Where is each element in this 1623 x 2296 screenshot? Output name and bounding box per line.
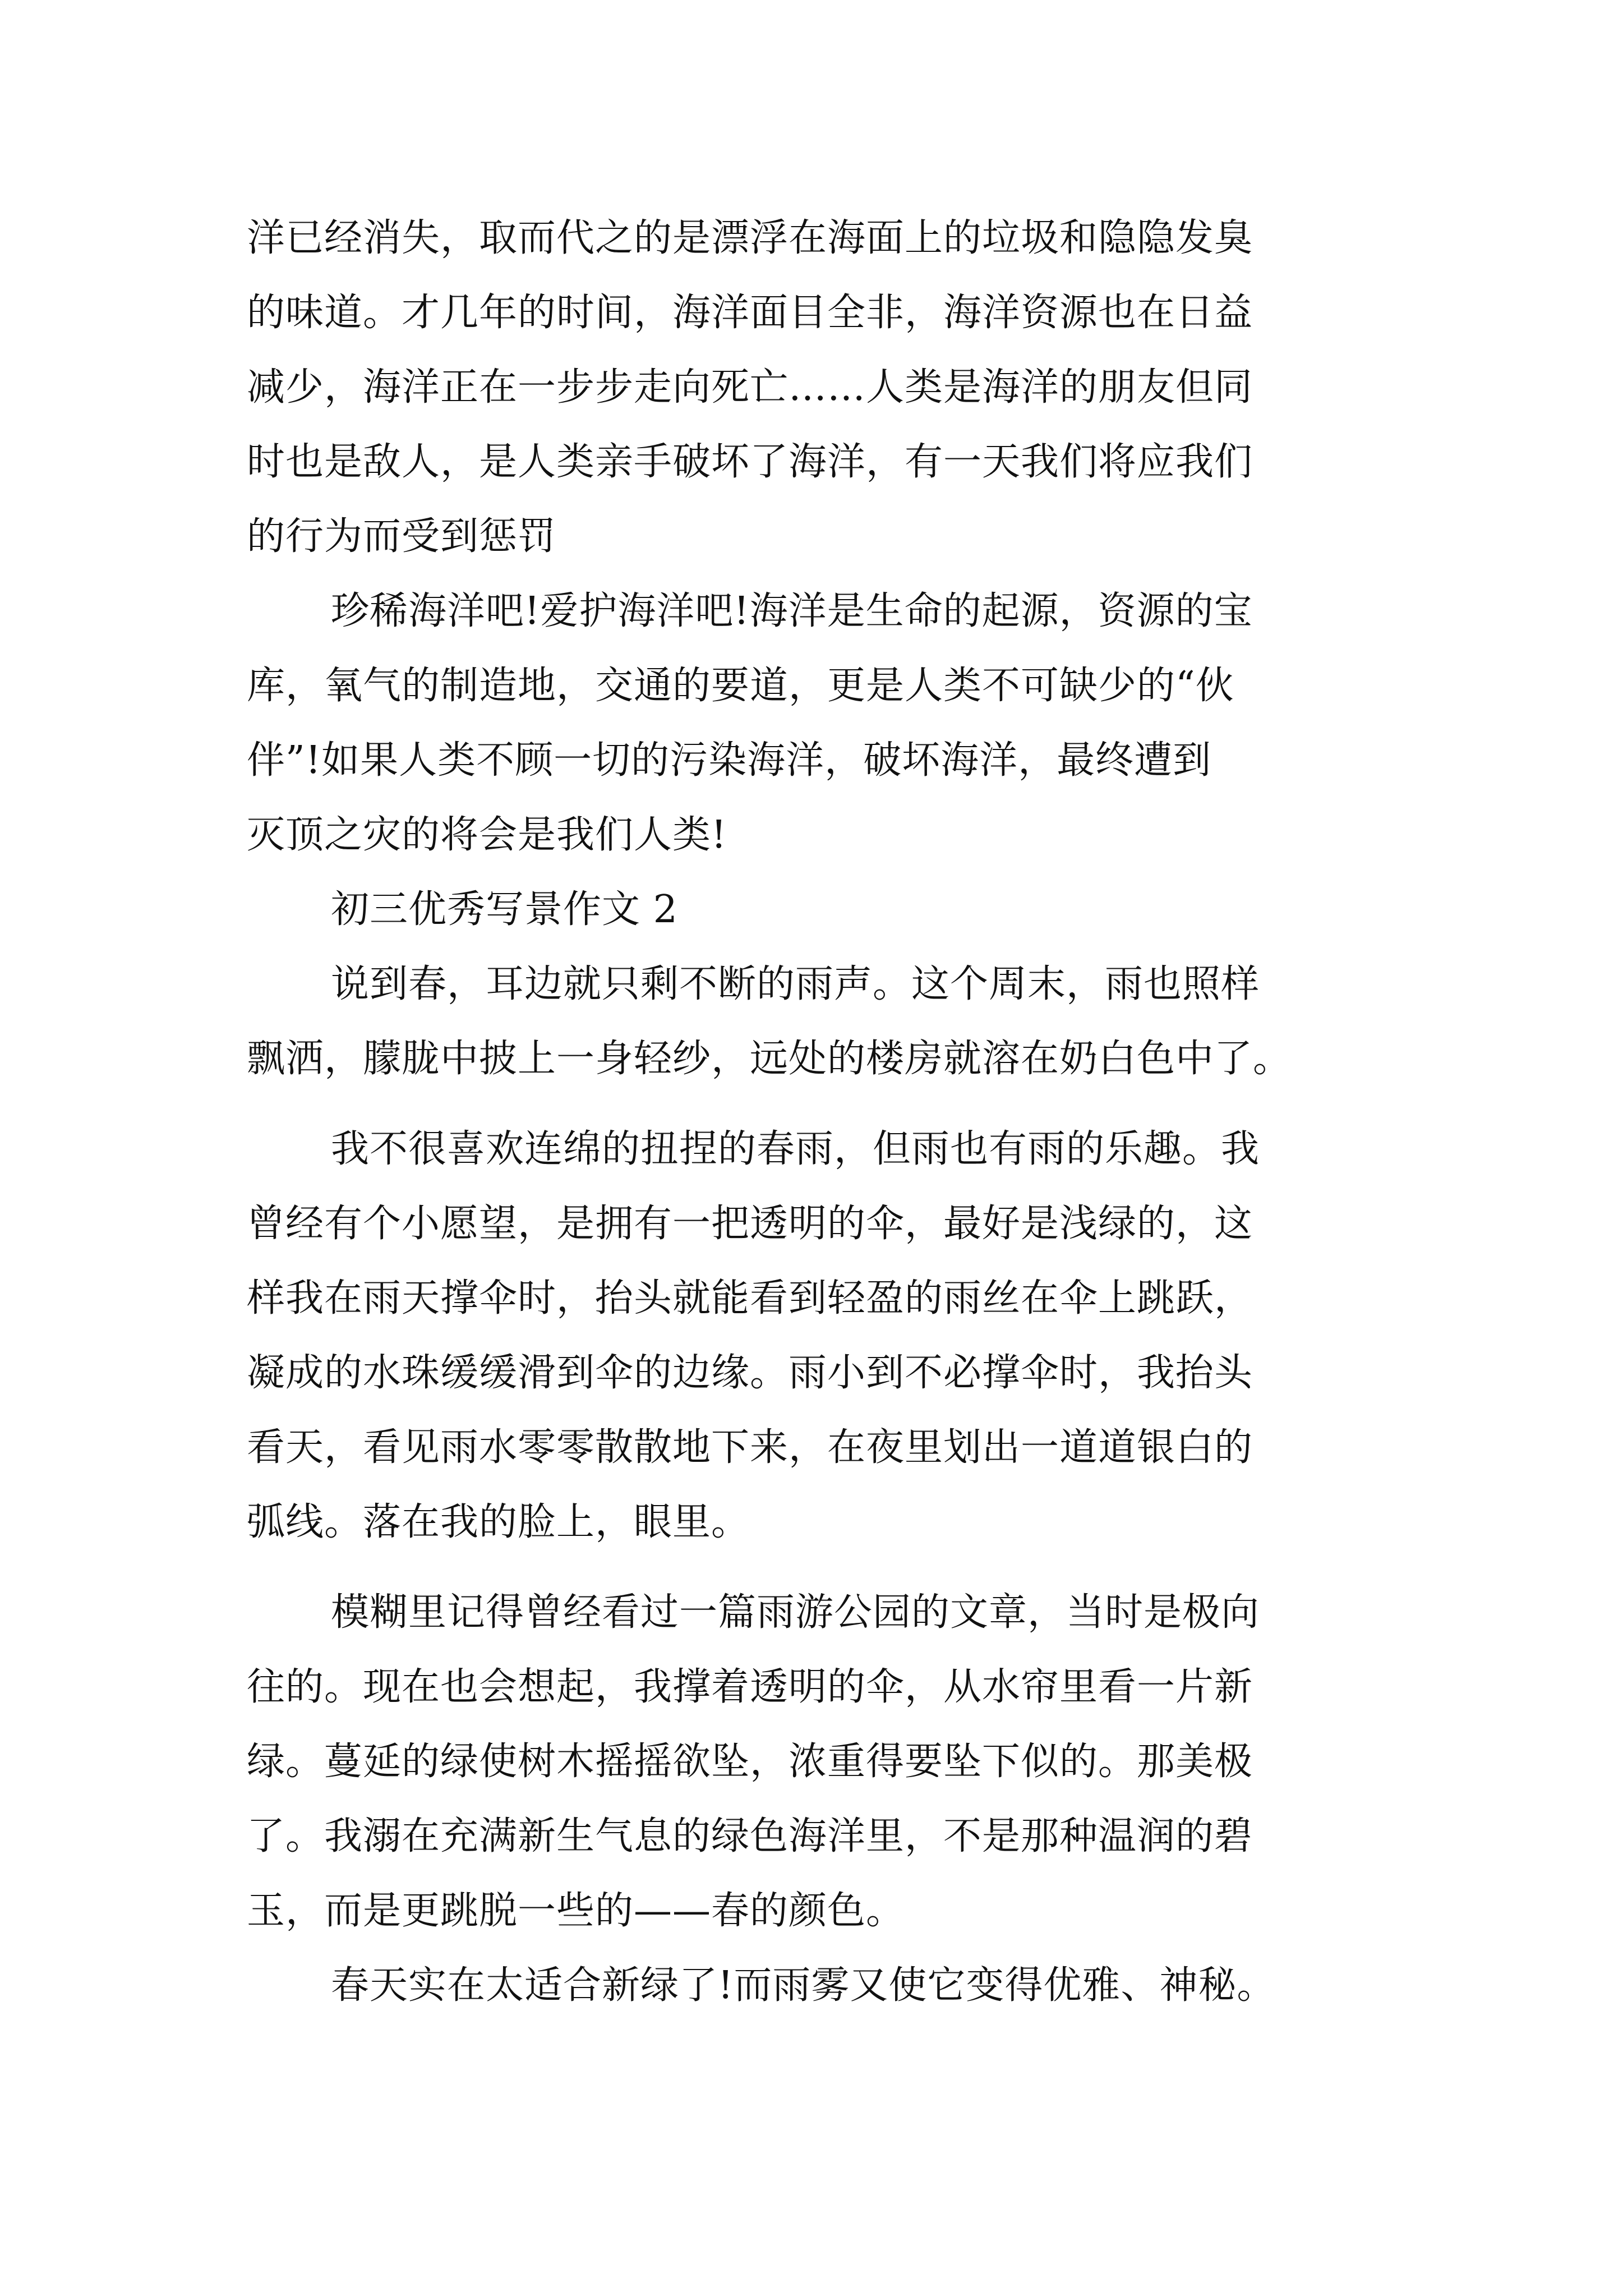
- text-line: 的味道。才几年的时间，海洋面目全非，海洋资源也在日益: [247, 291, 1253, 335]
- paragraph-1: [247, 201, 1385, 574]
- text-line: 减少，海洋正在一步步走向死亡……人类是海洋的朋友但同: [247, 365, 1253, 409]
- text-line: 模糊里记得曾经看过一篇雨游公园的文章，当时是极向: [331, 1590, 1260, 1635]
- paragraph-6: [247, 1948, 1385, 2023]
- text-line: 我不很喜欢连绵的扭捏的春雨，但雨也有雨的乐趣。我: [331, 1127, 1260, 1171]
- text-line: 春天实在太适合新绿了!而雨雾又使它变得优雅、神秘。: [331, 1963, 1276, 2008]
- text-line: 曾经有个小愿望，是拥有一把透明的伞，最好是浅绿的，这: [247, 1202, 1253, 1246]
- text-line: 灭顶之灾的将会是我们人类!: [247, 813, 727, 857]
- section-heading: 初三优秀写景作文 2: [331, 887, 678, 932]
- text-line: 样我在雨天撑伞时，抬头就能看到轻盈的雨丝在伞上跳跃，: [247, 1276, 1253, 1320]
- text-line: 库，氧气的制造地，交通的要道，更是人类不可缺少的“伙: [247, 664, 1234, 708]
- text-line: 玉，而是更跳脱一些的——春的颜色。: [247, 1889, 905, 1933]
- text-line: 飘洒，朦胧中披上一身轻纱，远处的楼房就溶在奶白色中了。: [247, 1037, 1292, 1081]
- text-line: 往的。现在也会想起，我撑着透明的伞，从水帘里看一片新: [247, 1665, 1253, 1709]
- paragraph-3: [247, 947, 1385, 1096]
- text-line: 伴”!如果人类不顾一切的污染海洋，破坏海洋，最终遭到: [247, 738, 1212, 783]
- text-line: 看天，看见雨水零零散散地下来，在夜里划出一道道银白的: [247, 1425, 1253, 1470]
- text-line: 时也是敌人，是人类亲手破坏了海洋，有一天我们将应我们: [247, 440, 1253, 484]
- text-line: 了。我溺在充满新生气息的绿色海洋里，不是那种温润的碧: [247, 1814, 1253, 1858]
- paragraph-5: [247, 1575, 1385, 1948]
- text-line: 绿。蔓延的绿使树木摇摇欲坠，浓重得要坠下似的。那美极: [247, 1740, 1253, 1784]
- text-line: 珍稀海洋吧!爱护海洋吧!海洋是生命的起源，资源的宝: [331, 589, 1253, 633]
- text-line: 洋已经消失，取而代之的是漂浮在海面上的垃圾和隐隐发臭: [247, 216, 1253, 260]
- text-line: 说到春，耳边就只剩不断的雨声。这个周末，雨也照样: [331, 962, 1260, 1006]
- paragraph-4: [247, 1112, 1385, 1559]
- text-line: 凝成的水珠缓缓滑到伞的边缘。雨小到不必撑伞时，我抬头: [247, 1351, 1253, 1395]
- text-line: 弧线。落在我的脸上，眼里。: [247, 1500, 750, 1544]
- paragraph-2: [247, 574, 1385, 872]
- text-line: 的行为而受到惩罚: [247, 514, 557, 559]
- document-page: [247, 201, 1385, 2023]
